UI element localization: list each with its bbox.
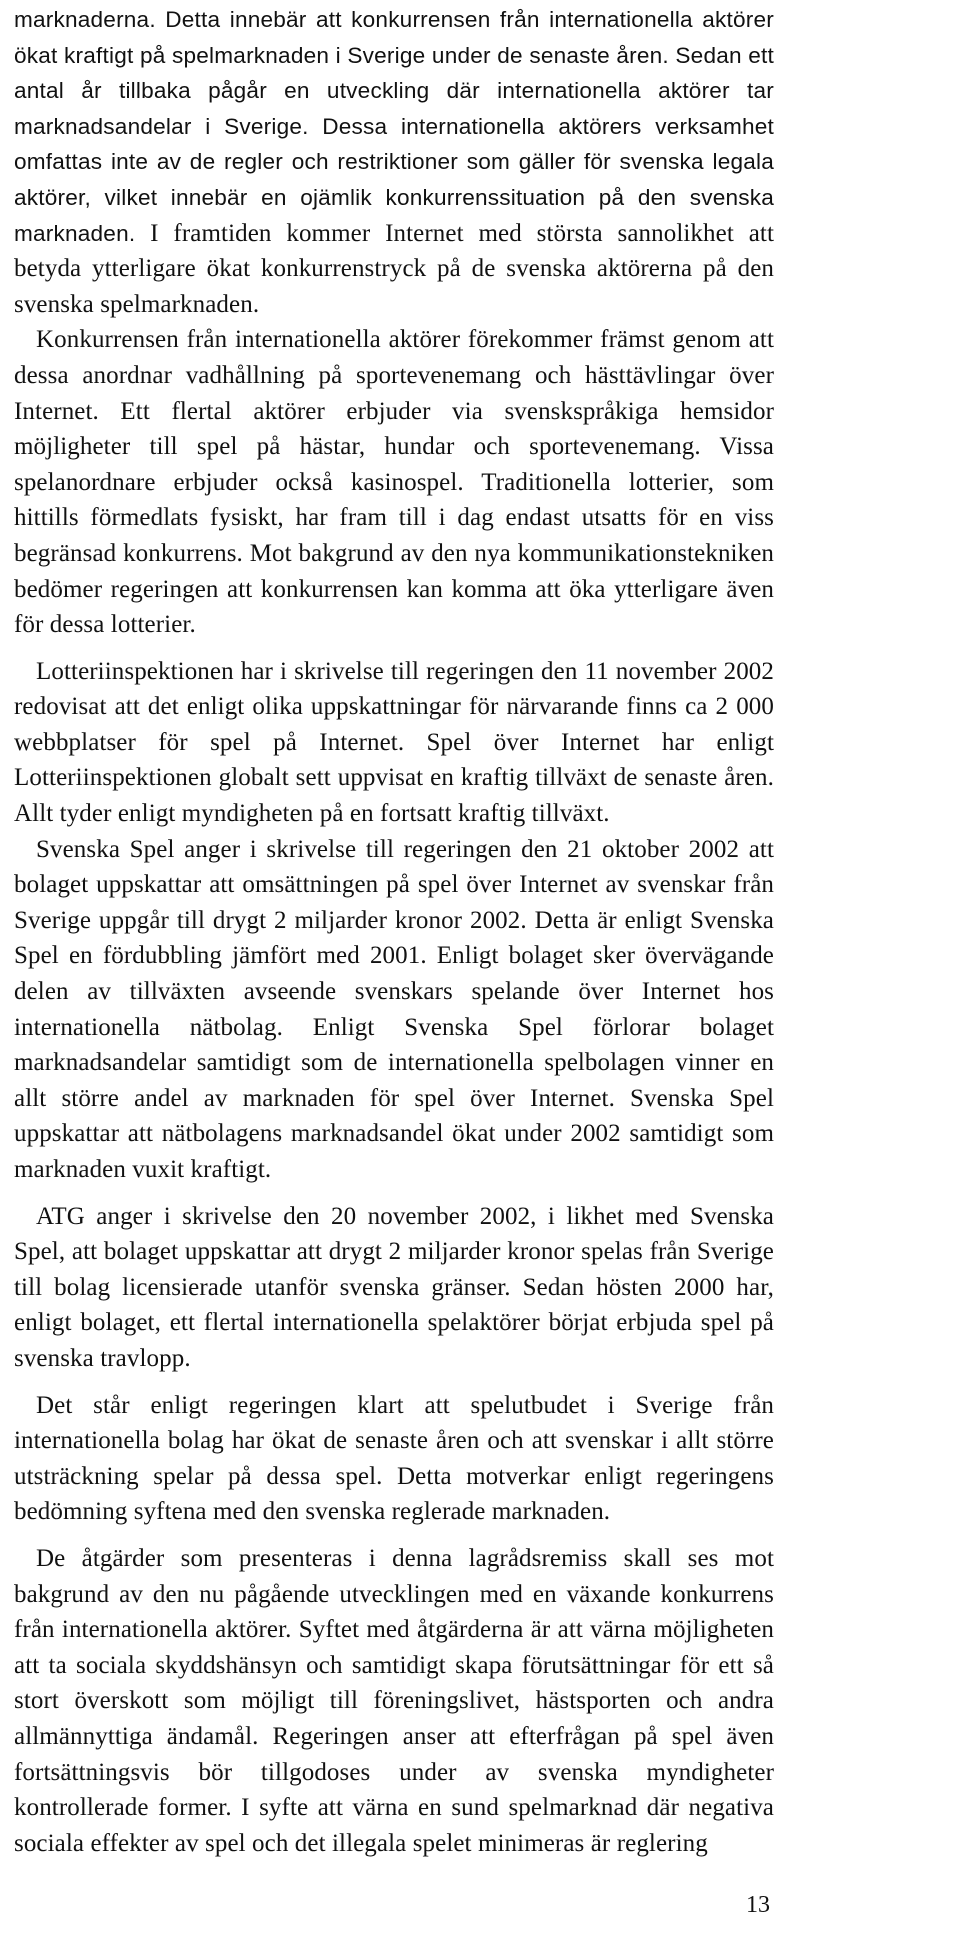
paragraph-6: Det står enligt regeringen klart att spelutbudet i Sverige från internationella bolag har ökat de senaste åren och att svenskar i allt större utsträckning spelar på dessa spel. Detta motverkar enligt regeringens bedömning syftena med den svenska reglerade marknaden.: [14, 1391, 774, 1526]
paragraph-2: Konkurrensen från internationella aktörer förekommer främst genom att dessa anordnar vadhållning på sportevenemang och hästtävlingar över Internet. Ett flertal aktörer erbjuder via svenskspråkiga hemsidor möjligheter till spel på hästar, hundar och sportevenemang. Vissa spelanordnare erbjuder också kasinospel. Traditionella lotterier, som hittills förmedlats fysiskt, har fram till i dag endast utsatts för en viss begränsad konkurrens. Mot bakgrund av den nya kommunikationstekniken bedömer regeringen att konkurrensen kan komma att öka ytterligare även för dessa lotterier.: [14, 326, 774, 639]
paragraph-5: ATG anger i skrivelse den 20 november 2002, i likhet med Svenska Spel, att bolaget uppskattar att drygt 2 miljarder kronor spelas från Sverige till bolag licensierade utanför svenska gränser. Sedan hösten 2000 har, enligt bolaget, ett flertal internationella spelaktörer börjat erbjuda spel på svenska travlopp.: [14, 1202, 774, 1372]
page-number: 13: [746, 1892, 770, 1918]
paragraph-3: Lotteriinspektionen har i skrivelse till regeringen den 11 november 2002 redovisat att det enligt olika uppskattningar för närvarande finns ca 2 000 webbplatser för spel på Internet. Spel över Internet har enligt Lotteriinspektionen globalt sett uppvisat en kraftig tillväxt de senaste åren. Allt tyder enligt myndigheten på en fortsatt kraftig tillväxt.: [14, 657, 774, 828]
paragraph-1-sans-text: marknaderna. Detta innebär att konkurrensen från internationella aktörer ökat kraftigt på spelmarknaden i Sverige under de senaste åren. Sedan ett antal år tillbaka pågår en utveckling där internationella aktörer tar marknadsandelar i Sverige. Dessa internationella aktörers verksamhet omfattas inte av de regler och restriktioner som gäller för svenska legala aktörer, vilket innebär en ojämlik konkurrenssituation på den svenska marknaden.: [14, 7, 774, 246]
body-text: [14, 2, 774, 1861]
paragraph-7: De åtgärder som presenteras i denna lagrådsremiss skall ses mot bakgrund av den nu pågående utvecklingen med en växande konkurrens från internationella aktörer. Syftet med åtgärderna är att värna möjligheten att ta sociala skyddshänsyn och samtidigt skapa förutsättningar för ett så stort överskott som möjligt till föreningslivet, hästsporten och andra allmännyttiga ändamål. Regeringen anser att efterfrågan på spel även fortsättningsvis bör tillgodoses under av svenska myndigheter kontrollerade former. I syfte att värna en sund spelmarknad där negativa sociala effekter av spel och det illegala spelet minimeras är reglering: [14, 1544, 774, 1857]
paragraph-1-serif-text: I framtiden kommer Internet med största sannolikhet att betyda ytterligare ökat konkurrenstryck på de svenska aktörerna på den svenska spelmarknaden.: [14, 219, 774, 318]
paragraph-1: [14, 2, 774, 322]
paragraph-4: Svenska Spel anger i skrivelse till regeringen den 21 oktober 2002 att bolaget uppskattar att omsättningen på spel över Internet av svenskar från Sverige uppgår till drygt 2 miljarder kronor 2002. Detta är enligt Svenska Spel en fördubbling jämfört med 2001. Enligt bolaget sker övervägande delen av tillväxten avseende svenskars spelande över Internet hos internationella nätbolag. Enligt Svenska Spel förlorar bolaget marknadsandelar samtidigt som de internationella spelbolagen vinner en allt större andel av marknaden för spel över Internet. Svenska Spel uppskattar att nätbolagens marknadsandel ökat under 2002 samtidigt som marknaden vuxit kraftigt.: [14, 835, 774, 1183]
